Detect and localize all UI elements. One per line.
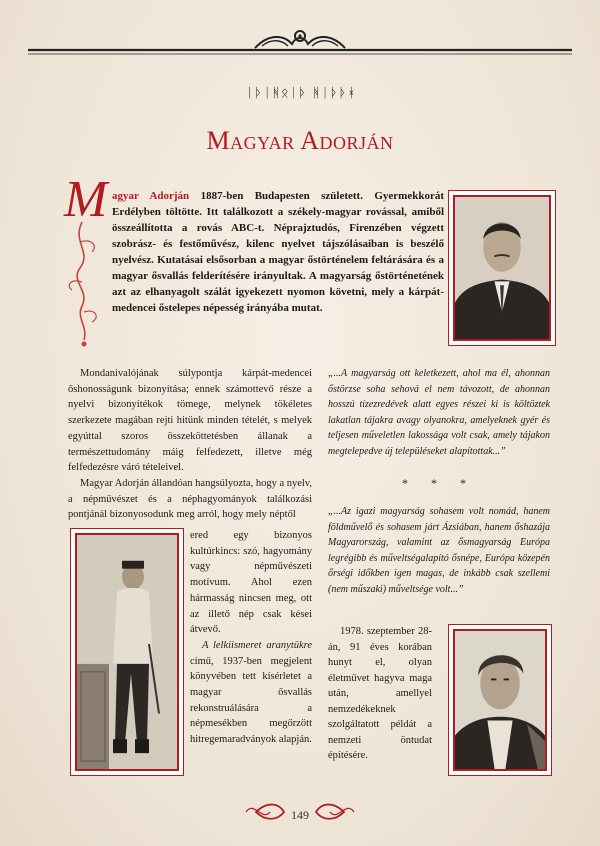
wrap-paragraph-1: ered egy bizonyos kultúrkincs: szó, hagyomány vagy népművészeti motívum. Ahol ezen hármasság nincsen meg, ott az illető nép csak kései átvevő. bbox=[190, 530, 312, 636]
portrait-photo-old bbox=[448, 624, 552, 776]
intro-text: 1887-ben Budapesten született. Gyermekkorát Erdélyben töltötte. Itt találkozott a székely-magyar rovással, amiből összeállította a rovás ABC-t. Néprajztudós, Firenzében végzett szobrász- és festőművész, kilenc nyelvet tájszólásaiban is beszélő nyelvész. Kutatásai elsősorban a magyar őstörténelem feltárására és a magyar ősvallás felderítésére irányultak. A magyarság őstörténetének azt az elhanyagolt szálát igyekezett nyomon követni, mely a kárpát-medencei őstelepes népesség irányába mutat. bbox=[112, 190, 444, 314]
intro-name: agyar Adorján bbox=[112, 190, 190, 202]
quote-2: „...Az igazi magyarság sohasem volt nomád, hanem földművelő és sohasem járt Ázsiában, hanem őshazája Magyarország, valamint az ősmagyarság Európa legrégibb és műveltségalapító ősnépe, Európa közepén őrségi időkben igen magas, de inkább csak szellemi (nem műszaki) műveltsége volt...” bbox=[328, 506, 550, 595]
page-number: 149 bbox=[291, 808, 309, 822]
left-paragraph-2: Magyar Adorján állandóan hangsúlyozta, hogy a nyelv, a népművészet és a néphagyományok találkozási pontjánál bizonyosodunk meg arról, hogy mely néptől bbox=[68, 477, 313, 521]
section-separator: * * * bbox=[402, 476, 476, 490]
death-text: 1978. szeptember 28-án, 91 éves korában hunyt el, olyan életművet hagyva maga után, amellyel nemzedékeknek szolgáltatott példát a nemzeti öntudat építésére. bbox=[328, 626, 432, 761]
portrait-photo-young bbox=[448, 190, 556, 346]
runic-heading: ᛁᚦᛁᚻᛟᛁᚦ ᚻᛁᚦᚦᚼ bbox=[245, 86, 357, 101]
intro-paragraph bbox=[112, 188, 444, 316]
wrap-paragraph-2 bbox=[190, 638, 312, 748]
book-title: A lelkiismeret aranytükre bbox=[202, 639, 312, 651]
wrap-column bbox=[190, 528, 312, 748]
soldier-photo bbox=[70, 528, 184, 776]
top-ornament bbox=[0, 22, 600, 62]
death-paragraph bbox=[328, 624, 432, 764]
page-title: Magyar Adorján bbox=[206, 126, 394, 155]
left-column bbox=[68, 366, 312, 523]
left-paragraph-1: Mondanivalójának súlypontja kárpát-medencei őshonosságunk bizonyítása; ennek számottevő része a nyelvi bizonyítékok tömege, melynek tökéletes szerkezete magában rejti hitünk minden tételét, s melyek egyúttal szoros összeköttetésben állanak a természettudomány máig felfedezett, illetve még felfedezésre váró tételeivel. bbox=[68, 368, 312, 474]
dropcap-ornament bbox=[62, 172, 110, 352]
book-description: című, 1937-ben megjelent könyvében tett kísérletet a magyar ősvallás rekonstruálására a népmesékben megőrzött hitregemaradványok alapján. bbox=[190, 655, 312, 746]
quote-1: „...A magyarság ott keletkezett, ahol ma él, ahonnan őstörzse soha sehová el nem távozott, de ahonnan hosszú tízezredévek alatt egyes részei ki is költöztek lakatlan tájakra avagy olyanokra, amelyeknek gyér és teljesen műveletlen lakossága volt csak, amely tájakon megtelepedve új településeket alapítottak...” bbox=[328, 368, 550, 457]
dropcap-letter: M bbox=[64, 172, 108, 228]
